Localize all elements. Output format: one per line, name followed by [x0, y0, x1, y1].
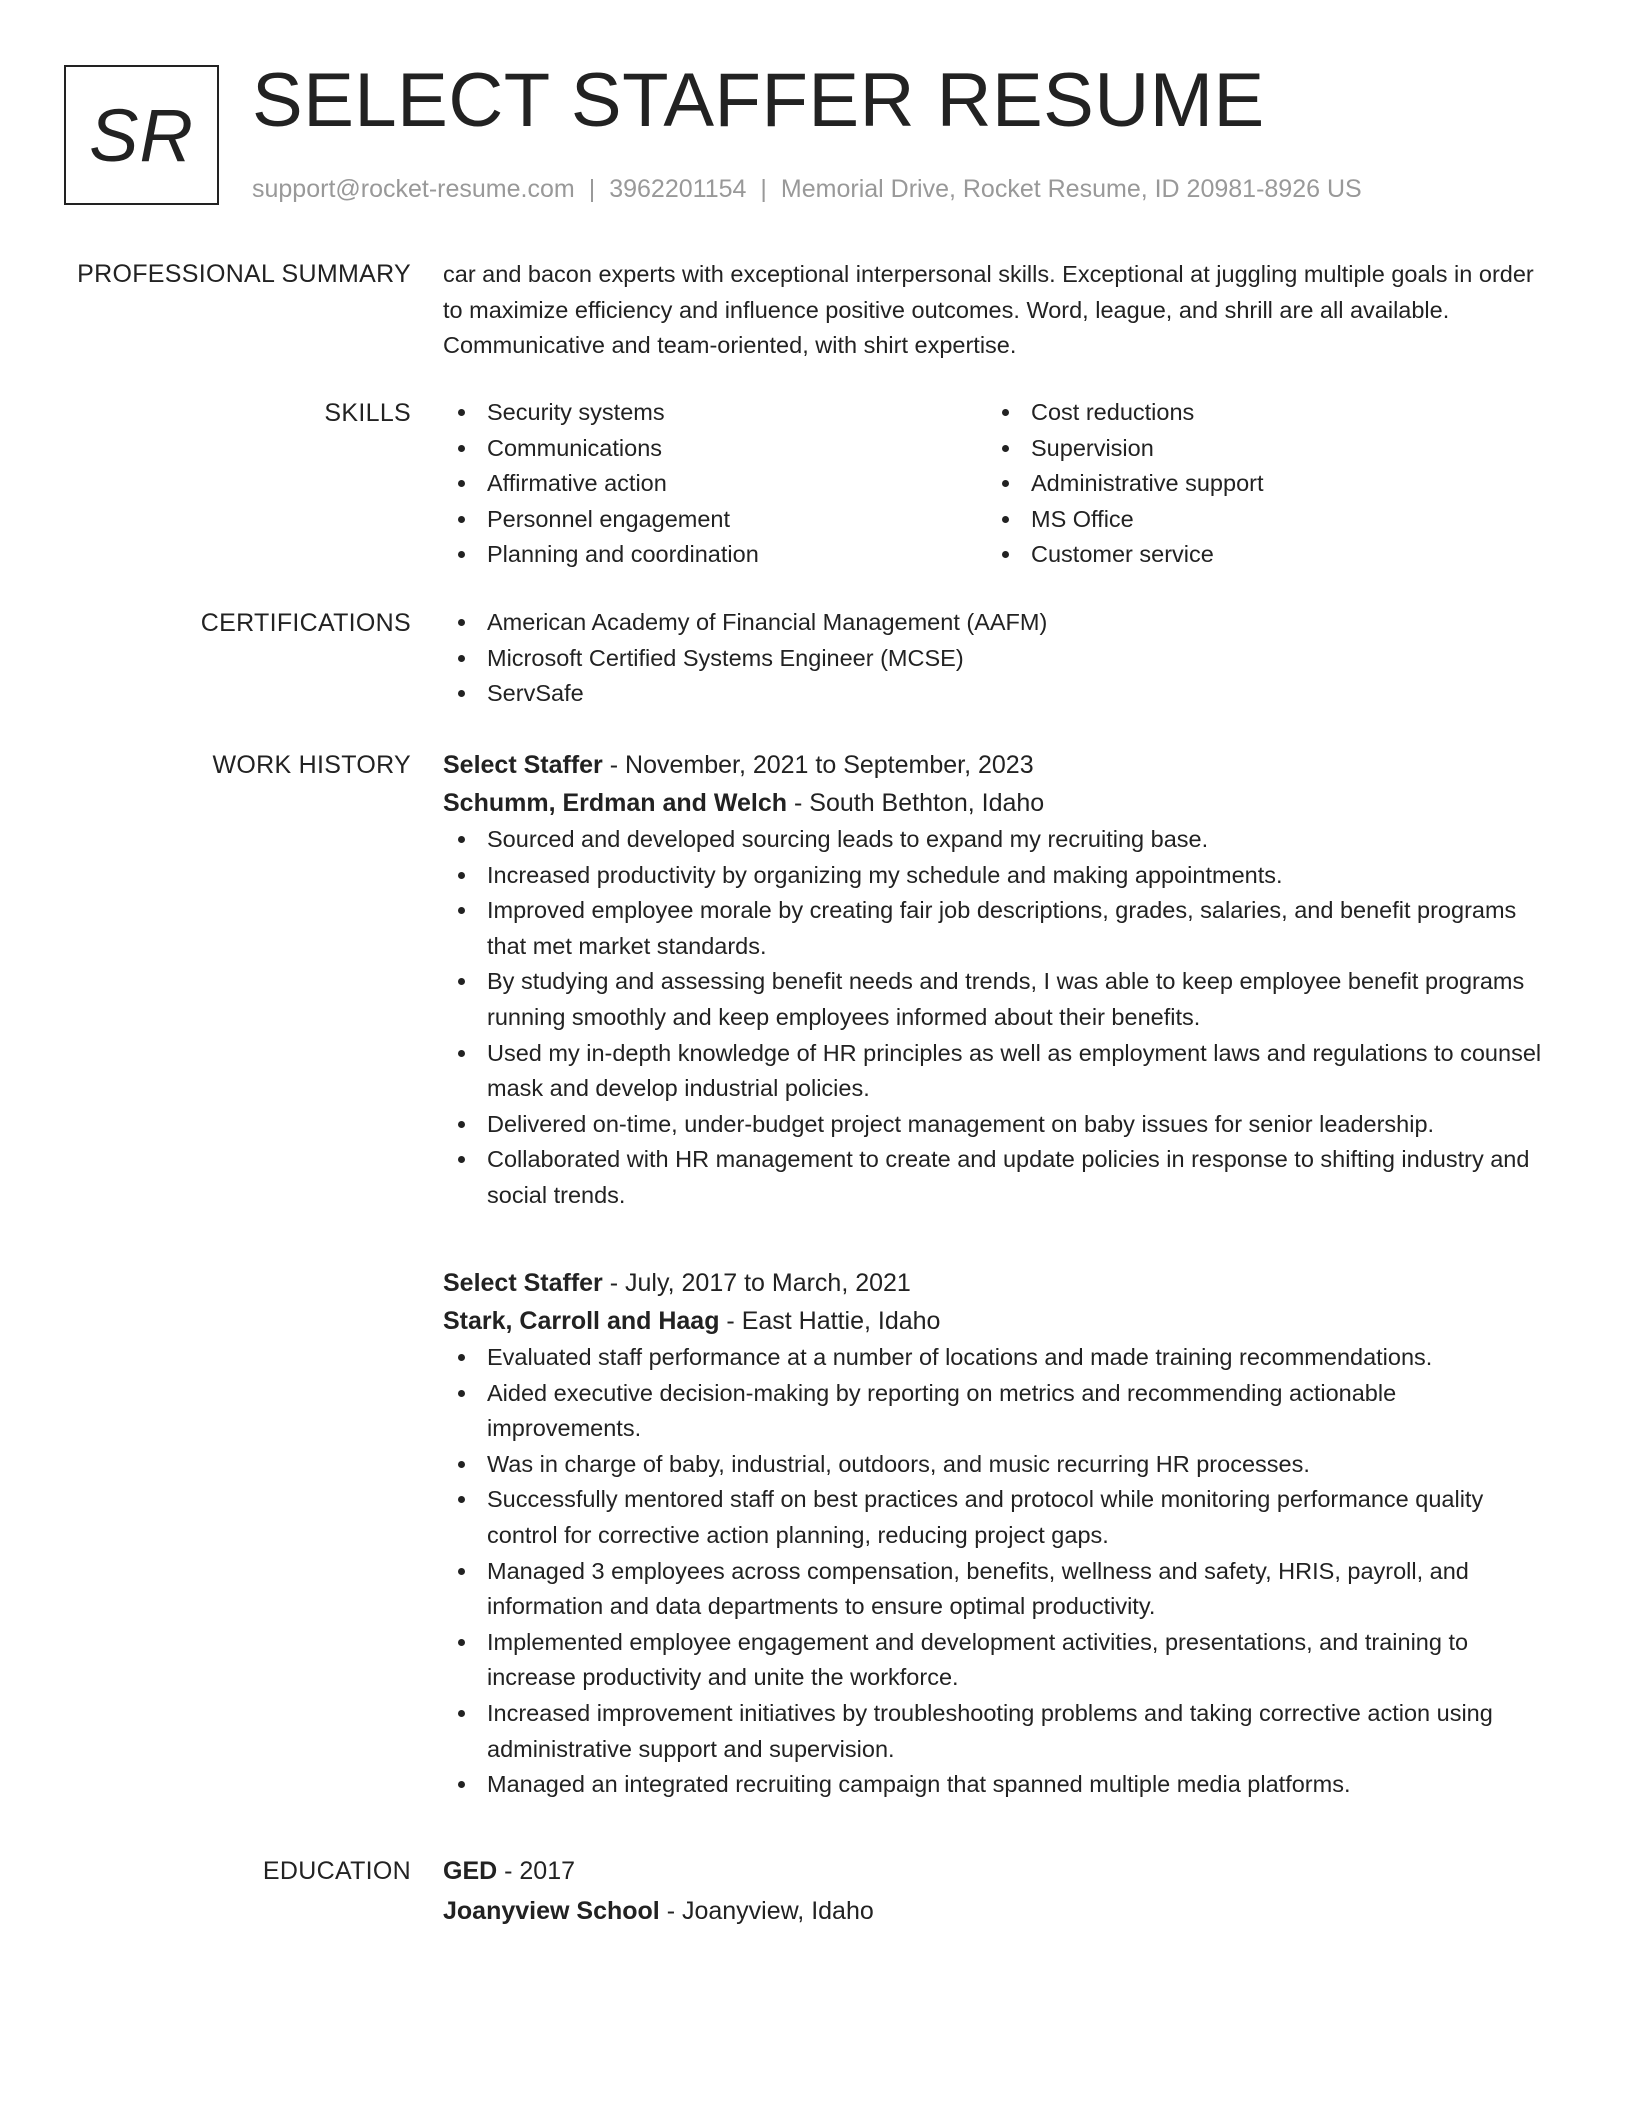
- work-history-body-2: [443, 1265, 1553, 1803]
- education-location: - Joanyview, Idaho: [659, 1896, 874, 1925]
- certification-item: American Academy of Financial Management (AAFM): [443, 605, 1553, 641]
- job-bullet: Was in charge of baby, industrial, outdoors, and music recurring HR processes.: [443, 1447, 1553, 1483]
- job-bullet: Used my in-depth knowledge of HR principles as well as employment laws and regulations to counsel mask and develop industrial policies.: [443, 1036, 1553, 1107]
- job-bullets: [443, 1340, 1553, 1803]
- job-bullet: Managed an integrated recruiting campaign that spanned multiple media platforms.: [443, 1767, 1553, 1803]
- job-title: Select Staffer: [443, 1269, 603, 1297]
- skill-item: MS Office: [987, 502, 1531, 538]
- job-company-line: [443, 785, 1553, 823]
- section-label-education: EDUCATION: [262, 1857, 411, 1885]
- job-bullet: Successfully mentored staff on best practices and protocol while monitoring performance quality control for corrective action planning, reducing project gaps.: [443, 1482, 1553, 1553]
- education-year: - 2017: [497, 1857, 576, 1885]
- job-company-line: [443, 1303, 1553, 1341]
- certification-item: Microsoft Certified Systems Engineer (MCSE): [443, 641, 1553, 677]
- education-degree: GED: [443, 1857, 498, 1885]
- contact-email: support@rocket-resume.com: [252, 175, 575, 203]
- job-entry: [443, 1265, 1553, 1803]
- job-company: Schumm, Erdman and Welch: [443, 788, 788, 817]
- monogram-box: [64, 65, 219, 205]
- job-dates: - November, 2021 to September, 2023: [602, 751, 1034, 779]
- certification-item: ServSafe: [443, 676, 1553, 712]
- skill-item: Customer service: [987, 537, 1531, 573]
- work-history-body: [443, 747, 1553, 1214]
- job-bullet: Managed 3 employees across compensation, benefits, wellness and safety, HRIS, payroll, and information and data departments to ensure optimal productivity.: [443, 1554, 1553, 1625]
- section-label-work-history: WORK HISTORY: [212, 751, 411, 779]
- contact-address: Memorial Drive, Rocket Resume, ID 20981-8926 US: [780, 175, 1362, 203]
- certifications-body: [443, 605, 1553, 712]
- job-bullet: Collaborated with HR management to create and update policies in response to shifting industry and social trends.: [443, 1142, 1553, 1213]
- job-bullet: Evaluated staff performance at a number of locations and made training recommendations.: [443, 1340, 1553, 1376]
- skills-body: [443, 395, 1553, 573]
- skill-item: Security systems: [443, 395, 987, 431]
- skill-item: Administrative support: [987, 466, 1531, 502]
- education-degree-line: [443, 1853, 1553, 1891]
- job-bullet: Delivered on-time, under-budget project management on baby issues for senior leadership.: [443, 1107, 1553, 1143]
- job-location: - East Hattie, Idaho: [719, 1306, 941, 1335]
- job-location: - South Bethton, Idaho: [787, 788, 1045, 817]
- certifications-list: [443, 605, 1553, 712]
- education-school-line: [443, 1893, 1553, 1931]
- skill-item: Personnel engagement: [443, 502, 987, 538]
- job-title: Select Staffer: [443, 751, 603, 779]
- summary-text: car and bacon experts with exceptional interpersonal skills. Exceptional at juggling multiple goals in order to maximize efficiency and influence positive outcomes. Word, league, and shrill are all available. Communicative and team-oriented, with shirt expertise.: [443, 261, 1534, 358]
- skills-list-right: [987, 395, 1531, 573]
- job-dates: - July, 2017 to March, 2021: [602, 1269, 911, 1297]
- job-bullet: Sourced and developed sourcing leads to expand my recruiting base.: [443, 822, 1553, 858]
- skill-item: Cost reductions: [987, 395, 1531, 431]
- skill-item: Planning and coordination: [443, 537, 987, 573]
- education-school: Joanyview School: [443, 1896, 660, 1925]
- skill-item: Affirmative action: [443, 466, 987, 502]
- skill-item: Communications: [443, 431, 987, 467]
- section-label-certifications: CERTIFICATIONS: [200, 609, 411, 637]
- contact-line: [252, 172, 1362, 206]
- job-bullet: Implemented employee engagement and development activities, presentations, and training to increase productivity and unite the workforce.: [443, 1625, 1553, 1696]
- monogram-initials: SR: [89, 93, 194, 177]
- job-bullet: By studying and assessing benefit needs and trends, I was able to keep employee benefit programs running smoothly and keep employees informed about their benefits.: [443, 964, 1553, 1035]
- contact-separator: |: [760, 175, 767, 203]
- job-bullet: Aided executive decision-making by reporting on metrics and recommending actionable improvements.: [443, 1376, 1553, 1447]
- job-bullet: Increased productivity by organizing my schedule and making appointments.: [443, 858, 1553, 894]
- job-title-line: [443, 747, 1553, 785]
- contact-phone: 3962201154: [609, 175, 747, 203]
- education-body: [443, 1853, 1553, 1930]
- job-entry: [443, 747, 1553, 1214]
- job-title-line: [443, 1265, 1553, 1303]
- skills-grid: [443, 395, 1553, 573]
- job-company: Stark, Carroll and Haag: [443, 1306, 720, 1335]
- skill-item: Supervision: [987, 431, 1531, 467]
- contact-separator: |: [588, 175, 596, 203]
- skills-list-left: [443, 395, 987, 573]
- resume-title: SELECT STAFFER RESUME: [252, 58, 1265, 143]
- summary-body: [443, 257, 1553, 364]
- section-label-summary: PROFESSIONAL SUMMARY: [77, 260, 411, 288]
- section-label-skills: SKILLS: [324, 399, 411, 427]
- job-bullet: Increased improvement initiatives by troubleshooting problems and taking corrective action using administrative support and supervision.: [443, 1696, 1553, 1767]
- job-bullets: [443, 822, 1553, 1214]
- job-bullet: Improved employee morale by creating fair job descriptions, grades, salaries, and benefit programs that met market standards.: [443, 893, 1553, 964]
